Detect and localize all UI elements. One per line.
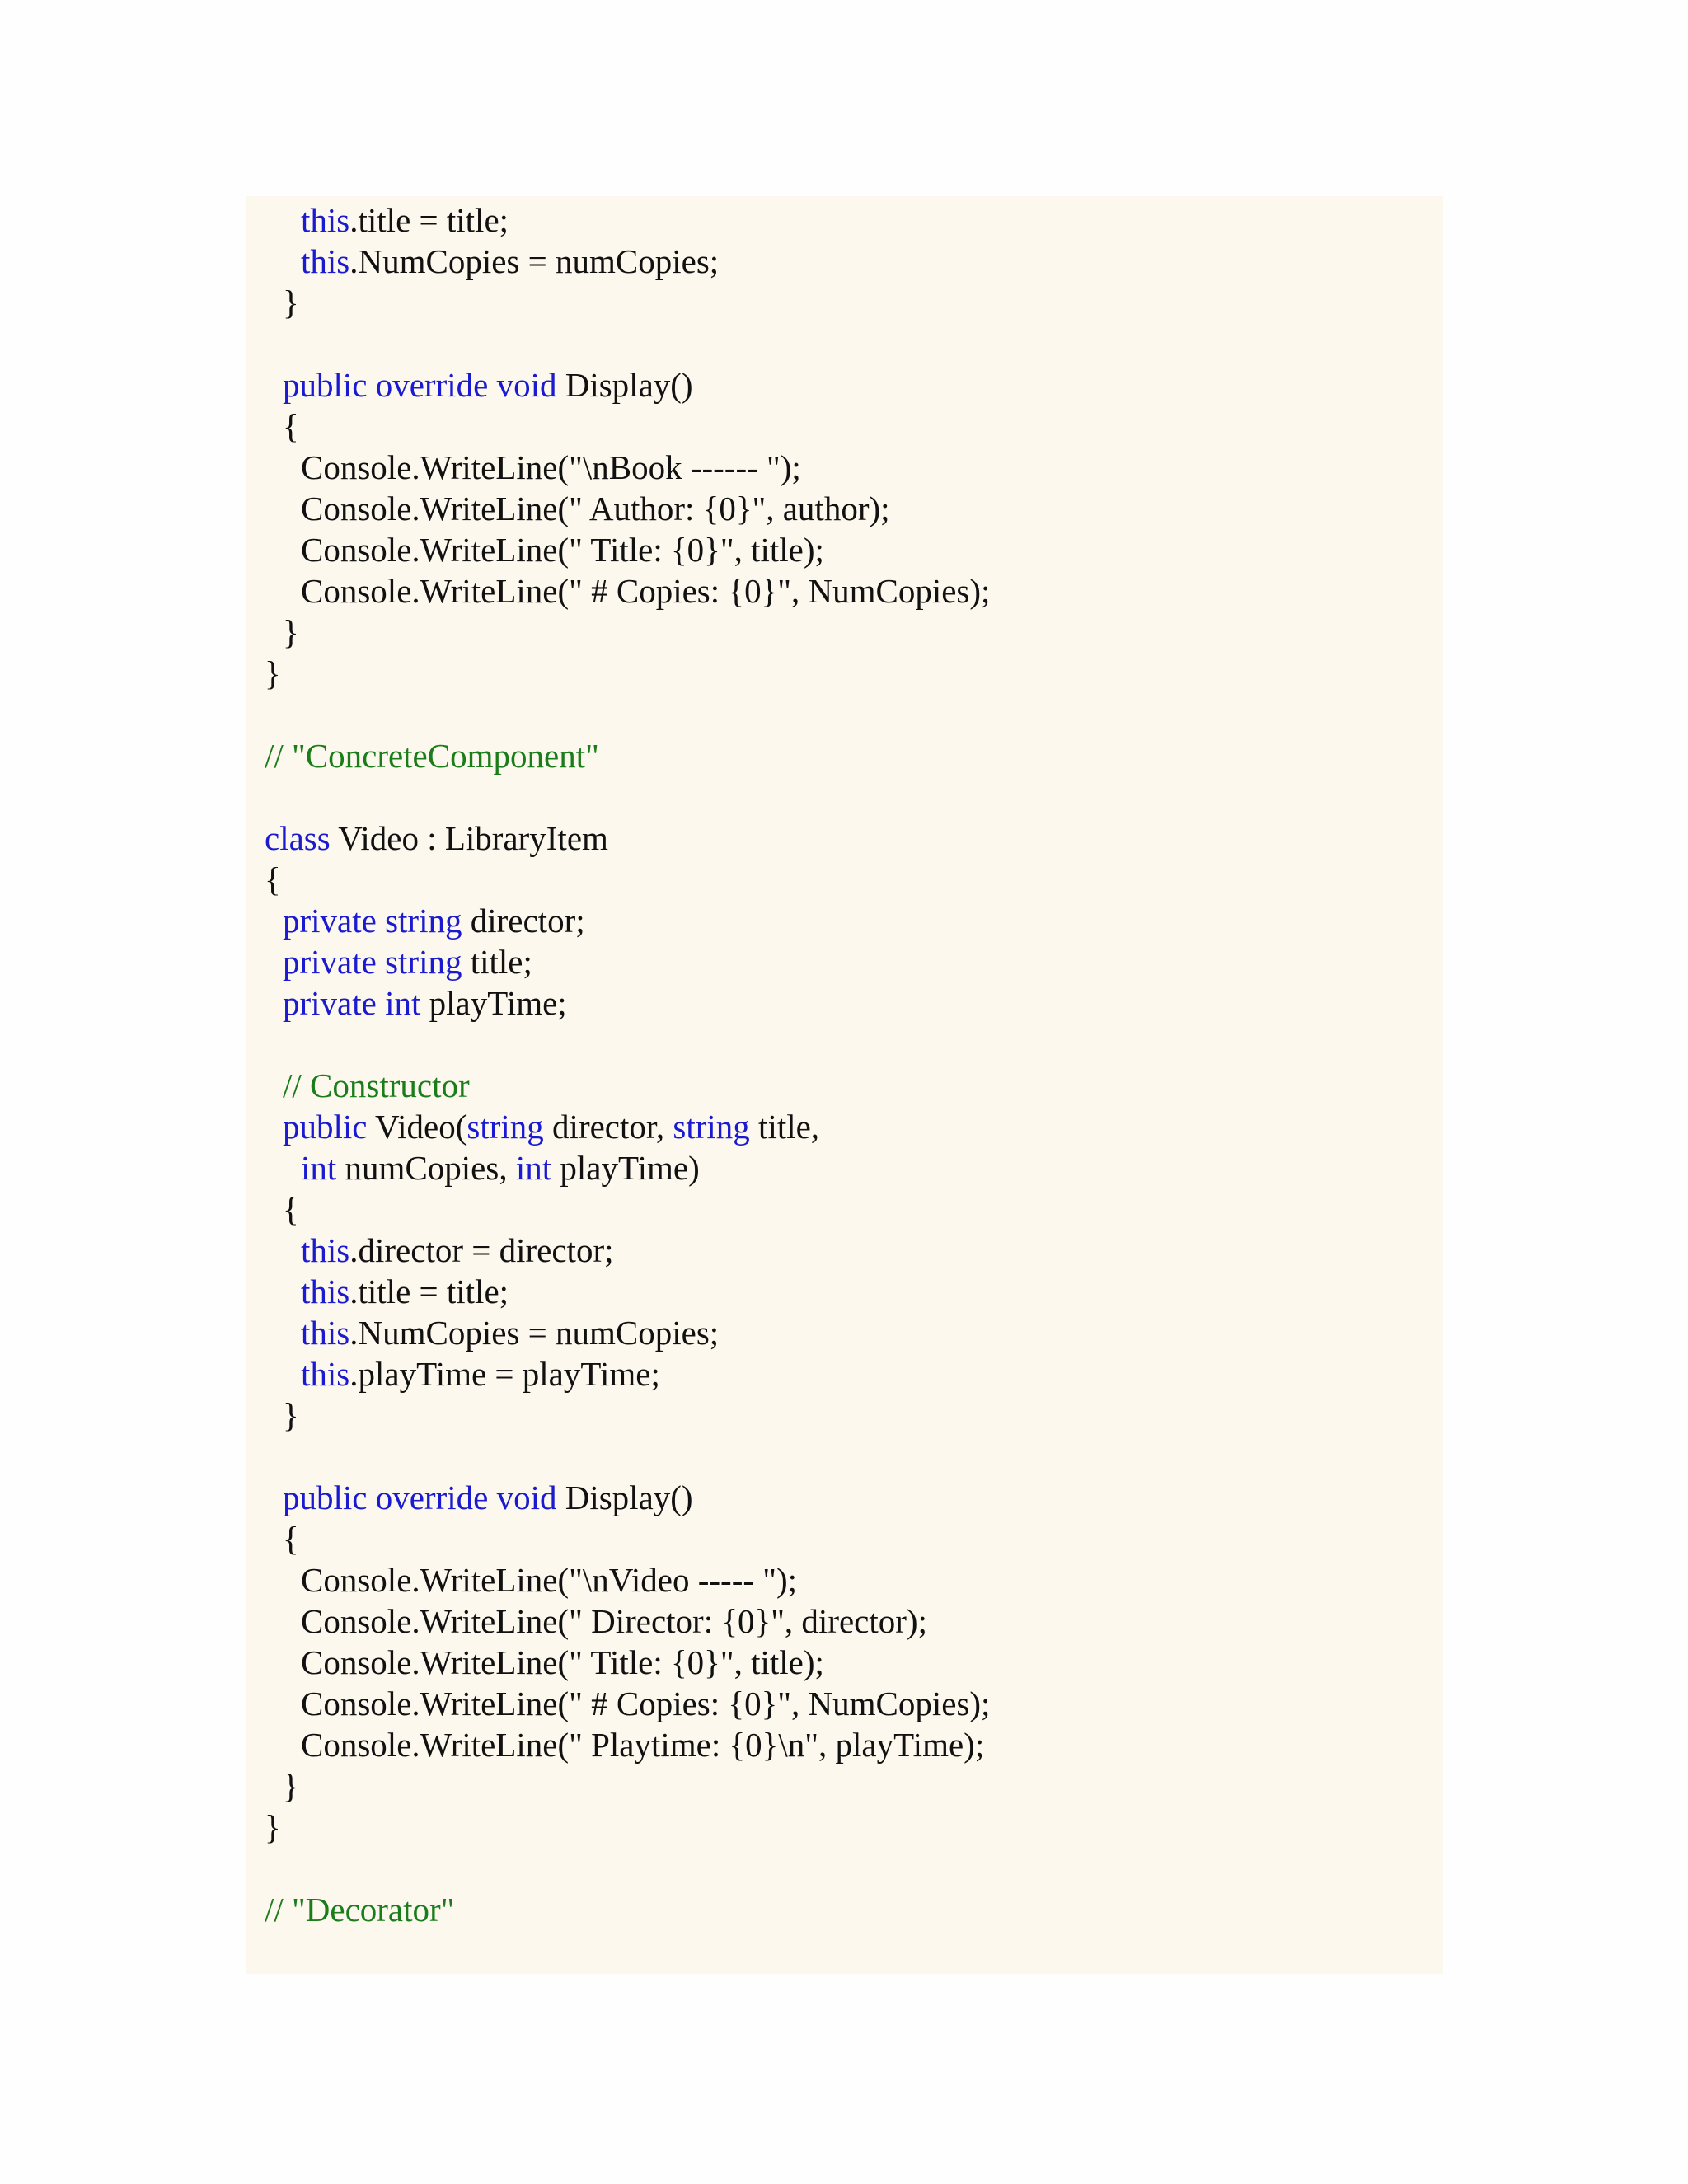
- code-line: [301, 1312, 719, 1353]
- code-line: [301, 529, 824, 570]
- code-line: [283, 1394, 299, 1436]
- code-keyword: this: [301, 1272, 350, 1310]
- code-text: director,: [543, 1108, 673, 1146]
- code-keyword: string: [673, 1108, 750, 1146]
- code-line: [301, 1559, 797, 1601]
- code-text: Console.WriteLine(" # Copies: {0}", NumCopies);: [301, 572, 991, 610]
- code-line: [283, 1765, 299, 1807]
- code-text: }: [283, 1767, 299, 1805]
- code-text: {: [283, 1190, 299, 1228]
- code-text: numCopies,: [336, 1149, 516, 1187]
- code-comment: // "Decorator": [265, 1891, 455, 1929]
- code-line: [283, 1065, 470, 1106]
- code-text: Video : LibraryItem: [330, 819, 608, 857]
- code-line: [283, 982, 567, 1024]
- code-line: [301, 1724, 984, 1765]
- code-keyword: private int: [283, 984, 421, 1022]
- code-line: [283, 612, 299, 653]
- code-line: [301, 1642, 824, 1683]
- code-text: .director = director;: [349, 1231, 614, 1269]
- code-line: [301, 1353, 660, 1394]
- code-keyword: this: [301, 201, 350, 239]
- code-text: }: [265, 1808, 281, 1846]
- code-keyword: public override void: [283, 366, 557, 404]
- code-line: [265, 735, 599, 776]
- code-line: [301, 199, 509, 241]
- code-line: [301, 1271, 509, 1312]
- code-keyword: this: [301, 242, 350, 280]
- code-text: Console.WriteLine(" Director: {0}", director);: [301, 1602, 927, 1640]
- code-line: [301, 1683, 990, 1724]
- code-line: [283, 1477, 693, 1518]
- code-text: title,: [749, 1108, 820, 1146]
- code-keyword: public override void: [283, 1479, 557, 1516]
- code-keyword: private string: [283, 902, 462, 940]
- code-text: Console.WriteLine("\nBook ------ ");: [301, 448, 801, 486]
- code-text: .title = title;: [349, 1272, 509, 1310]
- code-comment: // Constructor: [283, 1066, 470, 1104]
- code-text: Display(): [556, 1479, 693, 1516]
- code-text: Video(: [367, 1108, 467, 1146]
- code-line: [301, 1601, 927, 1642]
- code-text: .NumCopies = numCopies;: [349, 1314, 720, 1352]
- code-text: playTime;: [420, 984, 567, 1022]
- code-text: .playTime = playTime;: [349, 1355, 660, 1393]
- code-text: .title = title;: [349, 201, 509, 239]
- code-text: {: [265, 860, 281, 898]
- code-line: [283, 405, 299, 447]
- code-line: [283, 282, 299, 323]
- code-text: {: [283, 407, 299, 445]
- code-line: [265, 1807, 281, 1848]
- code-line: [283, 364, 693, 405]
- code-keyword: public: [283, 1108, 368, 1146]
- code-comment: // "ConcreteComponent": [265, 737, 599, 775]
- code-text: Console.WriteLine(" Title: {0}", title);: [301, 1643, 824, 1681]
- code-text: .NumCopies = numCopies;: [349, 242, 720, 280]
- code-text: }: [283, 613, 299, 651]
- code-text: {: [283, 1520, 299, 1558]
- code-keyword: private string: [283, 943, 462, 981]
- code-line: [301, 488, 890, 529]
- code-text: Console.WriteLine(" # Copies: {0}", NumCopies);: [301, 1685, 991, 1722]
- code-text: }: [283, 284, 299, 321]
- code-keyword: string: [467, 1108, 544, 1146]
- code-keyword: this: [301, 1355, 350, 1393]
- code-text: }: [265, 654, 281, 692]
- code-text: Console.WriteLine(" Playtime: {0}\n", playTime);: [301, 1726, 985, 1764]
- code-line: [283, 941, 532, 982]
- code-line: [301, 1147, 700, 1188]
- code-line: [265, 653, 281, 694]
- code-keyword: int: [301, 1149, 337, 1187]
- code-keyword: class: [265, 819, 331, 857]
- code-line: [301, 570, 990, 612]
- code-listing-background: [246, 196, 1443, 1974]
- code-line: [283, 1518, 299, 1559]
- code-text: Console.WriteLine("\nVideo ----- ");: [301, 1561, 798, 1599]
- code-text: title;: [462, 943, 532, 981]
- code-line: [301, 241, 719, 282]
- code-line: [265, 1889, 454, 1930]
- code-text: Console.WriteLine(" Title: {0}", title);: [301, 531, 824, 569]
- code-text: Console.WriteLine(" Author: {0}", author);: [301, 490, 890, 527]
- code-line: [301, 447, 801, 488]
- code-keyword: this: [301, 1314, 350, 1352]
- code-text: playTime): [551, 1149, 700, 1187]
- code-text: director;: [462, 902, 585, 940]
- code-line: [283, 1188, 299, 1230]
- code-text: Display(): [556, 366, 693, 404]
- code-line: [301, 1230, 613, 1271]
- code-line: [265, 818, 608, 859]
- code-text: }: [283, 1396, 299, 1434]
- code-line: [283, 1106, 819, 1147]
- code-keyword: int: [515, 1149, 552, 1187]
- code-line: [265, 859, 281, 900]
- code-keyword: this: [301, 1231, 350, 1269]
- code-line: [283, 900, 585, 941]
